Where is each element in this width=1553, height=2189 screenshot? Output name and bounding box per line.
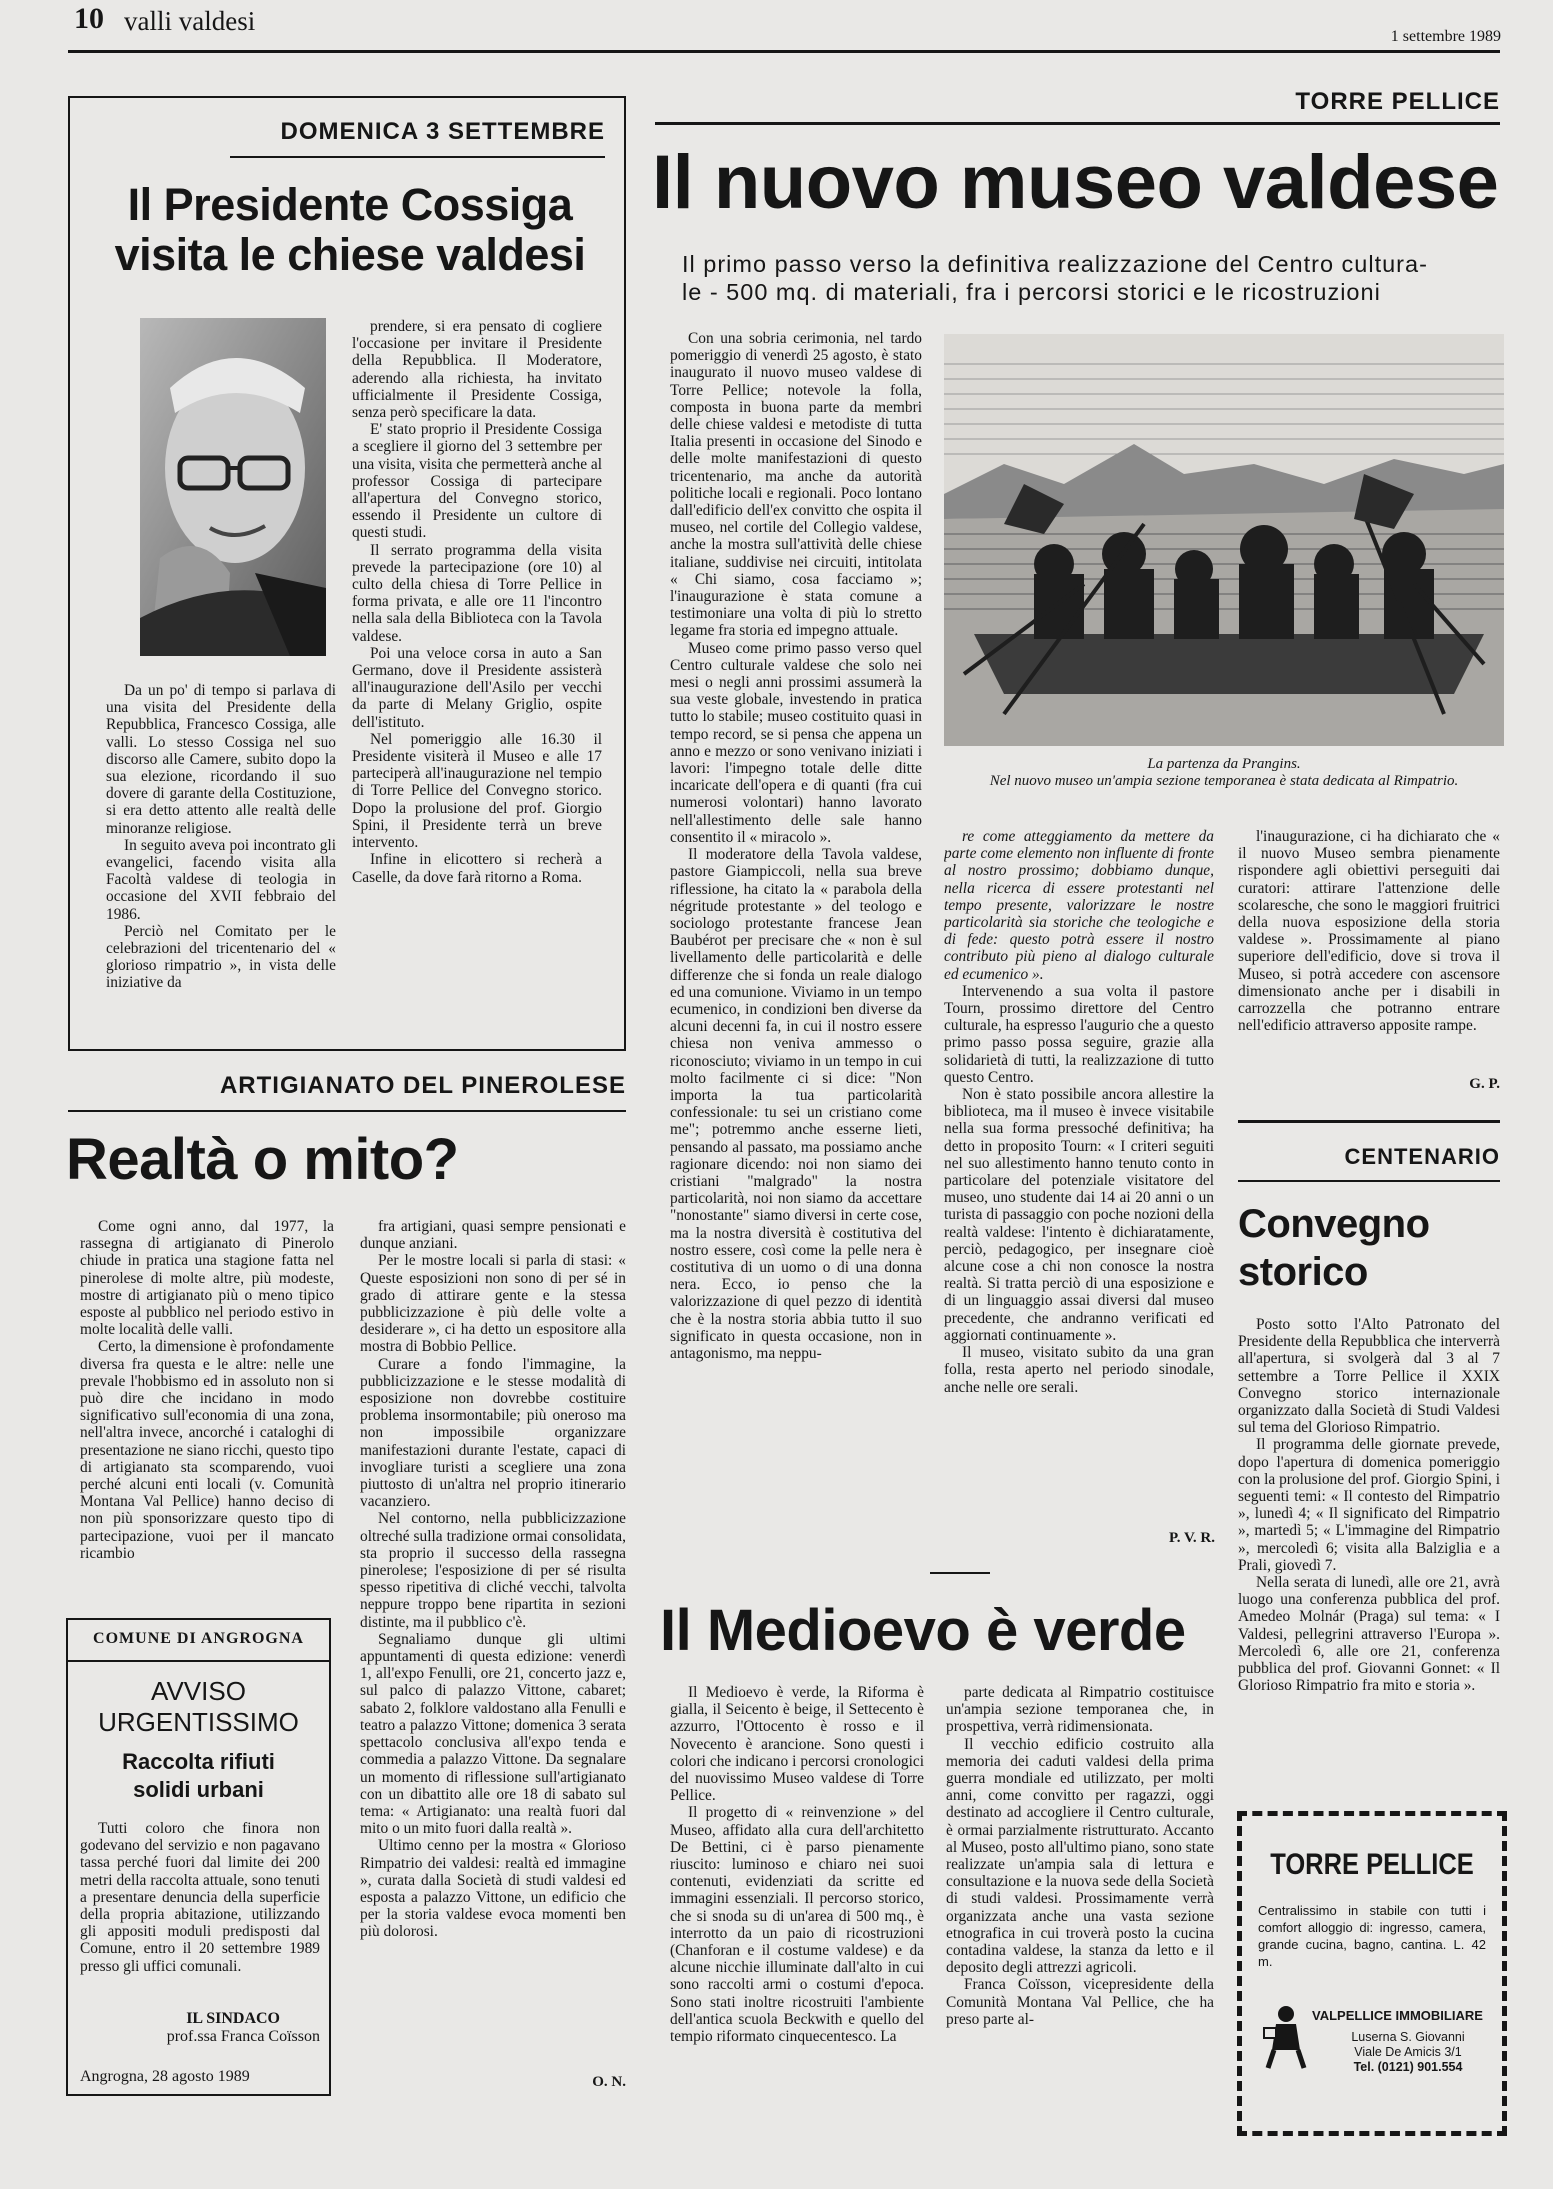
paragraph: E' stato proprio il Presidente Cossiga a scegliere il giorno del 3 settembre per una visita, visita che permetterà anche al professor Cossiga di partecipare all'apertura del Convegno storico, essendo il Presidente un cultore di questi studi.: [352, 421, 602, 542]
paragraph: Tutti coloro che finora non godevano del servizio e non pagavano tassa perché fuori dal limite dei 200 metri della raccolta attuale, sono tenuti a presentare denuncia della superficie della propria abitazione, utilizzando gli appositi moduli predisposti dal Comune, entro il 20 settembre 1989 presso gli uffici comunali.: [80, 1820, 320, 1975]
ad-title: TORRE PELLICE: [1270, 1848, 1474, 1881]
issue-date: 1 settembre 1989: [1390, 28, 1501, 45]
portrait-image: [140, 318, 326, 656]
avviso-body: [80, 1820, 320, 2006]
paragraph: Ultimo cenno per la mostra « Glorioso Rimpatrio dei valdesi: realtà ed immagine », curata dalla Società di studi valdesi ed esposta a palazzo Vittone, un edificio che per la storia valdese evoca momenti ben più dolorosi.: [360, 1837, 626, 1941]
paragraph: Il vecchio edificio costruito alla memoria dei caduti valdesi della prima guerra mondiale ed utilizzato, per molti anni, come convitto per ragazzi, oggi destinato ad accogliere il Centro culturale, è ormai parzialmente ristrutturato. Accanto al Museo, posto all'ultimo piano, sono state realizzate un'ampia sala di lettura e consultazione e la nuova sede della Società di studi valdesi. Prossimamente verrà organizzata anche una vasta sezione etnografica in cui troverà posto la cucina contadina valdese, la stanza da letto e il deposito degli attrezzi agricoli.: [946, 1735, 1214, 1977]
cossiga-headline: [80, 180, 620, 280]
paragraph: Segnaliamo dunque gli ultimi appuntamenti di questa edizione: venerdì 1, all'expo Fenulli, ore 21, concerto jazz e, sul palco di palazzo Vittone, cabaret; sabato 2, folklore valdostano alla Fenulli e teatro a palazzo Vittone; domenica 3 serata spettacolo conclusiva all'expo tenda e commedia a palazzo Vittone. Da segnalare un momento di riflessione sull'artigianato con un dibattito alle ore 18 di sabato sul tema: « Artigianato: una realtà fuori dal mito o un mito fuori dalla realtà ».: [360, 1630, 626, 1838]
museo-col3-signature: G. P.: [1469, 1076, 1500, 1092]
cossiga-kicker: DOMENICA 3 SETTEMBRE: [280, 118, 605, 145]
artigianato-rule: [68, 1110, 626, 1112]
convegno-kicker-rule: [1238, 1180, 1500, 1182]
paragraph: l'inaugurazione, ci ha dichiarato che « il nuovo Museo sembra pienamente rispondere agli obiettivi perseguiti dai curatori: attirare l'attenzione delle scolaresche, che sono le maggiori fruitrici della nuova esposizione della storia valdese ». Prossimamente al piano superiore dell'edificio, dove si trova il Museo, si potrà accedere con ascensore dimensionato anche per i disabili in carrozzella che potranno entrare nell'edificio attraverso apposite rampe.: [1238, 828, 1500, 1035]
avviso-title: [66, 1676, 331, 1738]
paragraph: re come atteggiamento da mettere da parte come elemento non influente di fronte al nostro prossimo; dobbiamo dunque, nella ricerca di essere protestanti nel tempo presente, valorizzare le nostre particolarità sia storiche che teologiche e di fede: questo potrà essere il nostro contributo più pieno al dialogo culturale ed ecumenico ».: [944, 828, 1214, 983]
paragraph: Intervenendo a sua volta il pastore Tourn, prossimo direttore del Centro culturale, ha espresso l'augurio che a questo primo passo possa seguire, grazie alla solidarietà di tutti, la realizzazione di tutto questo Centro.: [944, 982, 1214, 1086]
cossiga-headline-line2: visita le chiese valdesi: [114, 229, 586, 280]
realtor-logo-drawing: [1262, 2004, 1308, 2070]
paragraph: Il programma delle giornate prevede, dopo l'apertura di domenica pomeriggio con la prolusione del prof. Giorgio Spini, i seguenti temi: « Il contesto del Rimpatrio », lunedì 4; « Il significato del Rimpatrio », martedì 5; « L'immagine del Rimpatrio », mercoledì 6; visita alla Balziglia e a Prali, giovedì 7.: [1238, 1436, 1500, 1574]
artigianato-signature: O. N.: [592, 2074, 626, 2090]
paragraph: Il moderatore della Tavola valdese, pastore Giampiccoli, nella sua breve riflessione, ha citato la « parabola della négritude protestante » del teologo e sociologo protestante francese Jean Baubérot per precisare che « non è sul livellamento delle particolarità e delle differenze che si fonda un reale dialogo ed una comunione. Viviamo in un tempo ecumenico, in condizioni ben diverse da alcuni decenni fa, in cui il nostro essere chiesa non veniva ammesso o riconosciuto; viviamo in un tempo in cui molto facilmente ci si dice: "Non importa la tua particolarità confessionale: tu sei un cristiano come me"; potremmo anche esserne lieti, pensando al passato, ma possiamo anche ragionare dicendo: noi non siamo dei cristiani "malgrado" la nostra particolarità, noi non siamo da accettare "nonostante" siamo diversi in certe cose, ma la nostra diversità è costitutiva del nostro essere, così come la pelle nera è costitutiva di un uomo o di una donna nera. Ecco, io penso che la valorizzazione di quel pezzo di identità che è la nostra storia abbia tutto il suo significato in questa occasione, non in antagonismo, ma neppu-: [670, 846, 922, 1362]
ad-body: Centralissimo in stabile con tutti i comfort alloggio di: ingresso, camera, grande cucina, bagno, cantina. L. 42 m.: [1258, 1903, 1486, 1969]
avviso-header: COMUNE DI ANGROGNA: [93, 1630, 304, 1647]
cossiga-col2: [352, 318, 602, 1024]
convegno-headline-line: Convegno: [1238, 1202, 1430, 1246]
paragraph: Con una sobria cerimonia, nel tardo pomeriggio di venerdì 25 agosto, è stato inaugurato il nuovo museo valdese di Torre Pellice; notevole la folla, composta in buona parte da membri delle chiese valdesi e metodiste di tutta Italia presenti in occasione del Sinodo e delle molte manifestazioni di questo tricentenario, ma anche da autorità politiche locali e regionali. Poco lontano dall'edificio dell'ex convitto che ospita il museo, nel cortile del Collegio valdese, anche la mostra sull'attività delle chiese italiane, suddivise nei circuiti, intitolata « Chi siamo, cosa facciamo »; l'inaugurazione è stata comune a testimoniare una volta di più lo stretto legame fra storia ed impegno attuale.: [670, 330, 922, 640]
paragraph: Il museo, visitato subito da una gran folla, resta aperto nel periodo sinodale, anche nelle ore serali.: [944, 1344, 1214, 1396]
medioevo-col2: [946, 1684, 1214, 2100]
newspaper-name: valli valdesi: [124, 6, 256, 36]
paragraph: Come ogni anno, dal 1977, la rassegna di artigianato di Pinerolo chiude in pratica una stagione fatta nel pinerolese di molte altre, più modeste, mostre di artigianato più o meno tipico esposte al pubblico nel periodo estivo in molte località delle valli.: [80, 1218, 334, 1339]
avviso-title-line: AVVISO: [151, 1676, 246, 1706]
engraving-drawing: [944, 334, 1504, 746]
paragraph: Il serrato programma della visita prevede la partecipazione (ore 10) al culto della chiesa di Torre Pellice in forma privata, e alle ore 11 l'incontro nella sala della Biblioteca con la Tavola valdese.: [352, 541, 602, 645]
museo-col1: [670, 330, 922, 1552]
avviso-subtitle: [66, 1748, 331, 1804]
avviso-place-date: Angrogna, 28 agosto 1989: [80, 2068, 250, 2085]
engraving-caption: [944, 756, 1504, 790]
paragraph: Curare a fondo l'immagine, la pubblicizzazione e le stesse modalità di esposizione non dovrebbe costituire problema insormontabile; più oneroso ma non impossibile organizzare manifestazioni durante l'estate, capaci di invogliare turisti a scegliere una zona piuttosto di un'altra nel proprio itinerario vacanziero.: [360, 1355, 626, 1511]
paragraph: Nel contorno, nella pubblicizzazione oltreché sulla tradizione ormai consolidata, sta proprio il successo della rassegna pinerolese; l'esposizione di per sé risulta spesso ripetitiva di cliché vecchi, talvolta neppure troppo bene ripartita in sezioni distinte, ma il pubblico c'è.: [360, 1510, 626, 1631]
artigianato-headline: Realtà o mito?: [66, 1127, 459, 1192]
paragraph: Posto sotto l'Alto Patronato del Presidente della Repubblica che interverrà all'apertura, si svolgerà dal 3 al 7 settembre a Torre Pellice il XXIX Convegno storico internazionale organizzato dalla Società di Studi Valdesi sul tema del Glorioso Rimpatrio.: [1238, 1316, 1500, 1437]
paragraph: Nel pomeriggio alle 16.30 il Presidente visiterà il Museo e alle 17 parteciperà all'inaugurazione nel tempio di Torre Pellice del Convegno storico. Dopo la prolusione del prof. Giorgio Spini, il Presidente terrà un breve intervento.: [352, 730, 602, 852]
avviso-subtitle-line: solidi urbani: [133, 1777, 264, 1802]
museo-top-rule: [655, 122, 1500, 125]
ad-address-line: Luserna S. Giovanni: [1351, 2030, 1465, 2044]
subtitle-line: le - 500 mq. di materiali, fra i percorsi storici e le ricostruzioni: [682, 279, 1381, 305]
museo-kicker: TORRE PELLICE: [1295, 88, 1500, 115]
artigianato-col1: [80, 1218, 334, 1596]
paragraph: Certo, la dimensione è profondamente diversa fra questa e le altre: nelle une prevale l'hobbismo ed in assoluto non si può dire che incidano in modo significativo sull'economia di una zona, nell'altra invece, ancorché i cataloghi di presentazione ne siano ricchi, questo tipo di artigianato sta scomparendo, vuoi perché alcuni enti locali (v. Comunità Montana Val Pellice) hanno deciso di non più sponsorizzare questo tipo di partecipazione, vuoi per il mancato ricambio: [80, 1338, 334, 1562]
cossiga-portrait-photo: [140, 318, 326, 656]
convegno-headline-line: storico: [1238, 1250, 1368, 1294]
realtor-logo-icon: [1262, 2004, 1308, 2070]
medioevo-col1: [670, 1684, 924, 2100]
paragraph: prendere, si era pensato di cogliere l'occasione per invitare il Presidente della Repubblica. Il Moderatore, aderendo alla richiesta, ha invitato ufficialmente il Presidente Cossiga, senza però specificare la data.: [352, 318, 602, 422]
avviso-subtitle-line: Raccolta rifiuti: [122, 1749, 275, 1774]
paragraph: Il progetto di « reinvenzione » del Museo, affidato alla cura dell'architetto De Bettini, ci è parso pienamente riuscito: luminoso e chiaro nei suoi contenuti, evidenziati da scritte ed immagini essenziali. Il percorso storico, che si snoda su di un'area di 500 mq., è interrotto da un paio di ricostruzioni (Chanforan e il costume valdese) e da alcune nicchie illuminate dall'alto in cui sono raccolti armi o costumi d'epoca. Sono stati inoltre ricostruiti l'ambiente dell'antica scuola Beckwith e quello del tempio riformato cinquecentesco. La: [670, 1804, 924, 2046]
cossiga-col1: [106, 682, 336, 1022]
convegno-kicker: CENTENARIO: [1344, 1144, 1500, 1169]
museo-headline: Il nuovo museo valdese: [652, 140, 1499, 225]
medioevo-rule: [930, 1572, 990, 1574]
convegno-body: [1238, 1316, 1500, 1782]
artigianato-kicker: ARTIGIANATO DEL PINEROLESE: [219, 1072, 626, 1099]
paragraph: fra artigiani, quasi sempre pensionati e dunque anziani.: [360, 1218, 626, 1253]
ad-address: [1318, 2030, 1498, 2075]
subtitle-line: Il primo passo verso la definitiva realizzazione del Centro cultura-: [682, 251, 1428, 277]
museo-subtitle: [682, 250, 1502, 306]
medioevo-headline: Il Medioevo è verde: [660, 1598, 1186, 1663]
paragraph: Museo come primo passo verso quel Centro culturale valdese che solo nei mesi o negli anni prossimi assumerà la sua veste globale, investendo in pratica tutto lo stabile; museo costituito quasi in tempo record, se si pensa che appena un anno e mezzo or sono venivano iniziati i lavori: l'impegno totale delle ditte incaricate dell'opera e di quanti (fra cui numerosi volontari) hanno lavorato nell'allestimento delle sale hanno consentito il « miracolo ».: [670, 639, 922, 846]
paragraph: parte dedicata al Rimpatrio costituisce un'ampia sezione temporanea che, in prospettiva, verrà ridimensionata.: [946, 1684, 1214, 1736]
boats-engraving-image: [944, 334, 1504, 746]
paragraph: In seguito aveva poi incontrato gli evangelici, facendo visita alla Facoltà valdese di teologia in occasione del XVII febbraio del 1986.: [106, 836, 336, 923]
museo-col3: [1238, 828, 1500, 1080]
avviso-header-rule: [66, 1660, 331, 1662]
paragraph: Il Medioevo è verde, la Riforma è gialla, il Seicento è beige, il Settecento è azzurro, l'Ottocento è rosso e il Novecento è arancione. Sono questi i colori che indicano i percorsi cronologici del nuovissimo Museo valdese di Torre Pellice.: [670, 1684, 924, 1805]
paragraph: Franca Coïsson, vicepresidente della Comunità Montana Val Pellice, che ha preso parte al-: [946, 1976, 1214, 2028]
page-number: 10: [74, 2, 104, 35]
artigianato-col2: [360, 1218, 626, 2076]
ad-address-line: Viale De Amicis 3/1: [1354, 2045, 1462, 2059]
paragraph: Non è stato possibile ancora allestire la biblioteca, ma il museo è invece visitabile nella sua forma pressoché definitiva; ha detto in proposito Tourn: « I criteri seguiti nel suo allestimento hanno tenuto conto in particolare del potenziale visitatore del museo, uno studente dai 14 ai 20 anni o un turista di passaggio con poche nozioni della realtà valdese: l'intento è dichiaratamente, perciò, pedagogico, per insegnare cioè alcune cose a chi non conosce la nostra realtà. Si tratta perciò di una esposizione e di un linguaggio assai diversi dal museo precedente, che andranno verificati ed aggiornati continuamente ».: [944, 1086, 1214, 1344]
paragraph: Nella serata di lunedì, alle ore 21, avrà luogo una conferenza pubblica del prof. Amedeo Molnár (Praga) sul tema: « I Valdesi, pellegrini attraverso l'Europa ». Mercoledì 6, alle ore 21, conferenza pubblica del prof. Giovanni Gonnet: « Il Glorioso Rimpatrio fra mito e storia ».: [1238, 1574, 1500, 1695]
paragraph: Infine in elicottero si recherà a Caselle, da dove farà ritorno a Roma.: [352, 851, 602, 886]
avviso-title-line: URGENTISSIMO: [98, 1707, 299, 1737]
paragraph: Poi una veloce corsa in auto a San Germano, dove il Presidente assisterà all'inaugurazione dell'Asilo per vecchi da parte di Melany Griglio, ospite dell'istituto.: [352, 644, 602, 731]
caption-line: Nel nuovo museo un'ampia sezione temporanea è stata dedicata al Rimpatrio.: [989, 773, 1459, 789]
cossiga-headline-line1: Il Presidente Cossiga: [127, 179, 573, 230]
museo-signature: P. V. R.: [1169, 1530, 1215, 1546]
paragraph: Perciò nel Comitato per le celebrazioni del tricentenario del « glorioso rimpatrio », in vista delle iniziative da: [106, 922, 336, 992]
convegno-headline: [1238, 1200, 1500, 1296]
ad-phone: Tel. (0121) 901.554: [1353, 2060, 1463, 2074]
convegno-top-rule: [1238, 1120, 1500, 1123]
avviso-signer-block: [80, 2010, 320, 2046]
caption-line: La partenza da Prangins.: [1147, 756, 1301, 772]
museo-col2: [944, 828, 1214, 1528]
avviso-signer: IL SINDACO: [186, 2010, 280, 2027]
paragraph: Da un po' di tempo si parlava di una visita del Presidente della Repubblica, Francesco Cossiga, alle valli. Lo stesso Cossiga nel suo discorso alle Camere, subito dopo la sua elezione, ricordando il suo dovere di garante della Costituzione, si era detto attento alle realtà delle minoranze religiose.: [106, 682, 336, 837]
avviso-signer-name: prof.ssa Franca Coïsson: [166, 2028, 320, 2045]
kicker-rule: [230, 156, 605, 158]
paragraph: Per le mostre locali si parla di stasi: « Queste esposizioni non sono di per sé in grado di attirare gente e la stessa pubblicizzazione è più delle volte a desiderare », ci ha detto un espositore alla mostra di Bobbio Pellice.: [360, 1252, 626, 1356]
header-rule: [68, 50, 1500, 53]
ad-company: VALPELLICE IMMOBILIARE: [1312, 2008, 1483, 2023]
